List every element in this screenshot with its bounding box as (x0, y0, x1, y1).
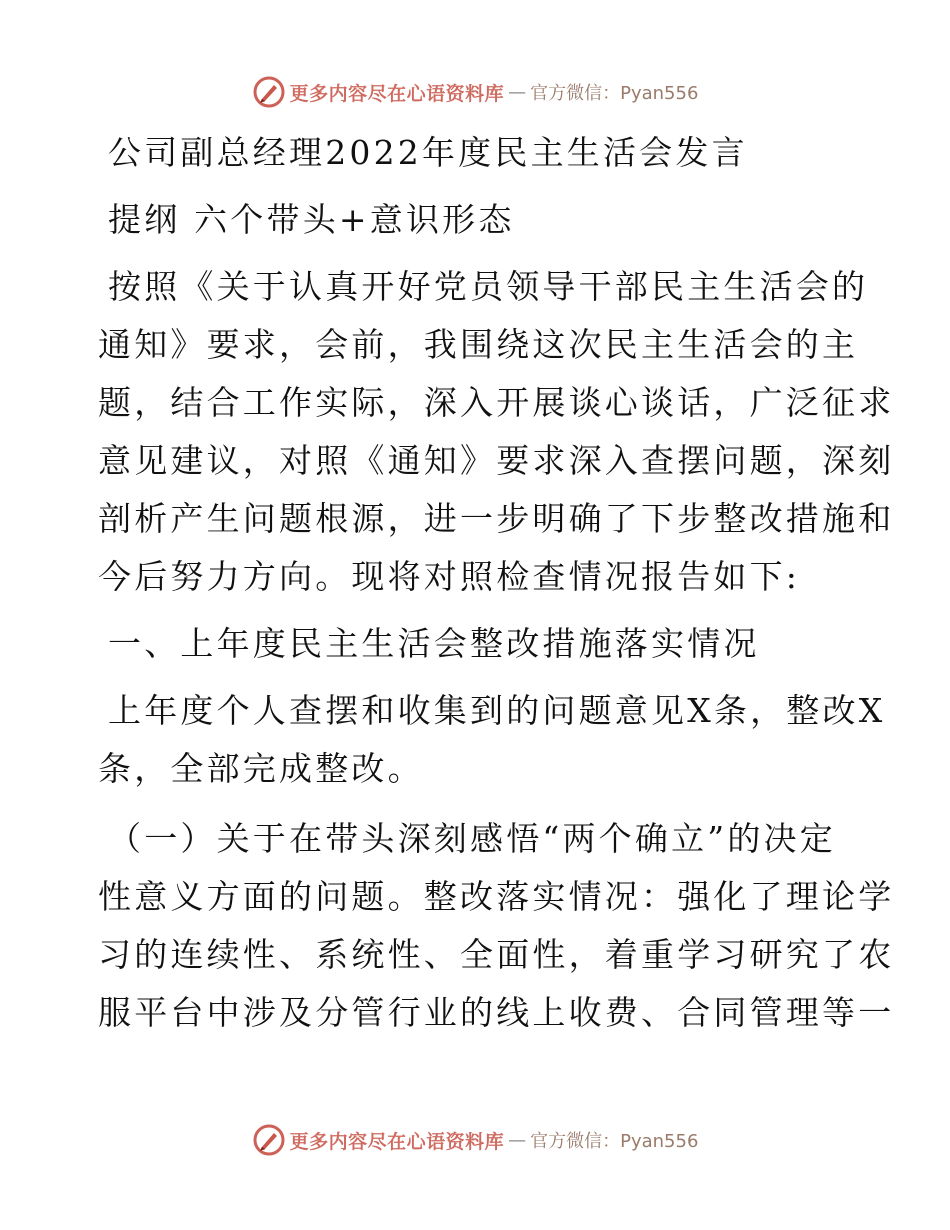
paragraph-line: 意见建议，对照《通知》要求深入查摆问题，深刻 (98, 441, 895, 480)
footer-watermark (0, 1120, 950, 1160)
paragraph-line: 性意义方面的问题。整改落实情况：强化了理论学 (98, 877, 895, 916)
paragraph-line: 剖析产生问题根源，进一步明确了下步整改措施和 (98, 499, 895, 538)
paragraph-line: 条，全部完成整改。 (98, 749, 424, 788)
pen-logo-icon (252, 1123, 286, 1157)
header-watermark (0, 72, 950, 112)
watermark-separator: — (508, 1129, 527, 1151)
paragraph-line: 按照《关于认真开好党员领导干部民主生活会的 (108, 267, 869, 306)
watermark-separator: — (508, 81, 527, 103)
watermark-brand: 更多内容尽在心语资料库 (289, 82, 505, 105)
paragraph-line: 题，结合工作实际，深入开展谈心谈话，广泛征求 (98, 383, 895, 422)
watermark-brand: 更多内容尽在心语资料库 (289, 1130, 505, 1153)
paragraph-line: （一）关于在带头深刻感悟“两个确立”的决定 (108, 819, 836, 858)
document-title: 公司副总经理2022年度民主生活会发言 (108, 133, 748, 172)
paragraph-line: 通知》要求，会前，我围绕这次民主生活会的主 (98, 325, 859, 364)
paragraph-line: 服平台中涉及分管行业的线上收费、合同管理等一 (98, 993, 895, 1032)
watermark-contact: 官方微信：Pyan556 (530, 83, 699, 104)
paragraph-line: 习的连续性、系统性、全面性，着重学习研究了农 (98, 935, 895, 974)
watermark-contact: 官方微信：Pyan556 (530, 1131, 699, 1152)
document-body (98, 124, 895, 1042)
item-paragraph (98, 810, 895, 1042)
document-subtitle: 提纲 六个带头+意识形态 (108, 200, 515, 239)
section-heading: 一、上年度民主生活会整改措施落实情况 (108, 624, 760, 663)
intro-paragraph (98, 258, 895, 606)
summary-paragraph (98, 682, 886, 798)
paragraph-line: 今后努力方向。现将对照检查情况报告如下: (98, 557, 801, 596)
paragraph-line: 上年度个人查摆和收集到的问题意见X条，整改X (108, 691, 886, 730)
pen-logo-icon (252, 75, 286, 109)
